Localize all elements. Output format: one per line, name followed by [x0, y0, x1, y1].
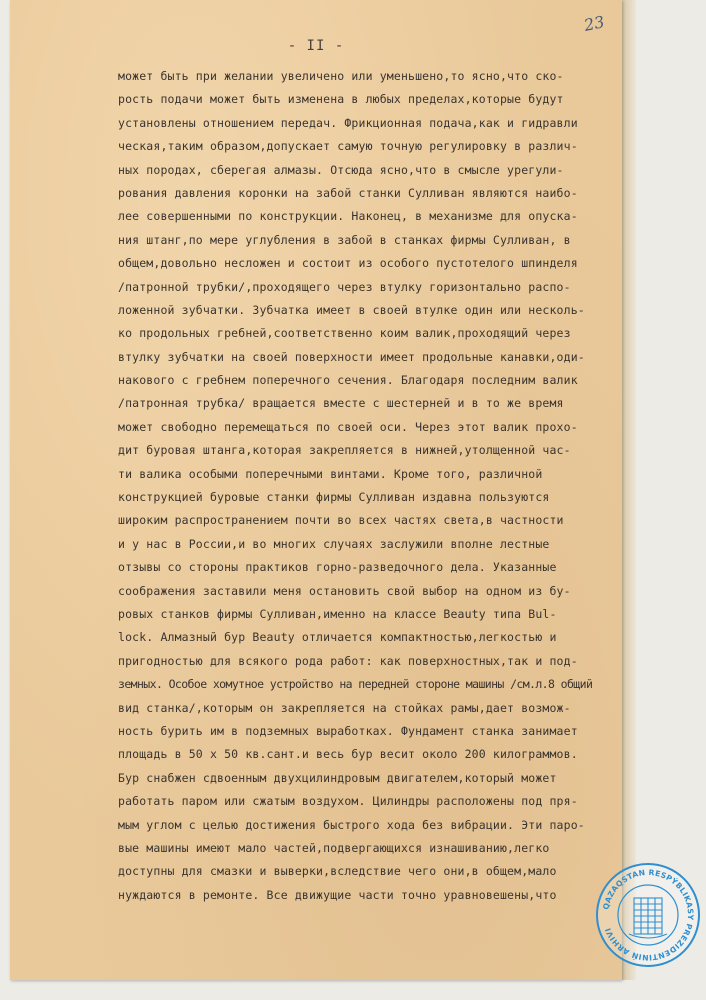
text-line: ти валика особыми поперечными винтами. Кроме того, различной: [118, 466, 543, 481]
handwritten-page-mark: 23: [582, 12, 607, 35]
text-line: пригодностью для всякого рода работ: как поверхностных,так и под-: [118, 653, 578, 668]
text-line: дит буровая штанга,которая закрепляется в нижней,утолщенной час-: [118, 443, 571, 458]
text-line: может свободно перемещаться по своей оси. Через этот валик прохо-: [118, 419, 578, 434]
text-line: рования давления коронки на забой станки Сулливан являются наибо-: [118, 185, 578, 200]
paper-edge: [622, 0, 636, 980]
page-number: - II -: [287, 38, 345, 54]
text-line: /патронной трубки/,проходящего через втулку горизонтально распо-: [118, 279, 571, 294]
text-line: ческая,таким образом,допускает самую точную регулировку в различ-: [118, 139, 578, 154]
text-line: накового с гребнем поперечного сечения. Благодаря последним валик: [118, 373, 578, 388]
text-line: широким распространением почти во всех частях света,в частности: [118, 513, 564, 528]
text-line: площадь в 50 х 50 кв.сант.и весь бур весит около 200 килограммов.: [118, 747, 578, 762]
text-line: работать паром или сжатым воздухом. Цилиндры расположены под пря-: [118, 794, 578, 809]
text-line: мым углом с целью достижения быстрого хода без вибрации. Эти паро-: [118, 817, 585, 832]
text-line: lock. Алмазный бур Beauty отличается компактностью,легкостью и: [118, 630, 557, 645]
text-line: нуждаются в ремонте. Все движущие части точно уравновешены,что: [118, 887, 557, 902]
text-line: Бур снабжен сдвоенным двухцилиндровым двигателем,который может: [118, 770, 557, 785]
text-line: /патронная трубка/ вращается вместе с шестерней и в то же время: [118, 396, 564, 411]
document-page: [10, 0, 622, 980]
text-line: ных породах, сберегая алмазы. Отсюда ясно,что в смысле урегули-: [118, 162, 564, 177]
text-line: ровых станков фирмы Сулливан,именно на классе Beauty типа Bul-: [118, 606, 557, 621]
text-line: ложенной зубчатки. Зубчатка имеет в своей втулке один или несколь-: [118, 302, 585, 317]
text-line: вые машины имеют мало частей,подвергающихся изнашиванию,легко: [118, 840, 550, 855]
text-line: общем,довольно несложен и состоит из особого пустотелого шпинделя: [118, 256, 578, 271]
text-line: доступны для смазки и выверки,вследствие чего они,в общем,мало: [118, 864, 557, 879]
svg-text:QAZAQSTAN RESPÝBLIKASY PREZIDE: QAZAQSTAN RESPÝBLIKASY PREZIDENTINIŃ ARHIVI: [601, 867, 696, 963]
text-line: установлены отношением передач. Фрикционная подача,как и гидравли: [118, 115, 578, 130]
text-line: конструкцией буровые станки фирмы Сулливан издавна пользуются: [118, 490, 550, 505]
text-line: отзывы со стороны практиков горно-разведочного дела. Указанные: [118, 560, 557, 575]
text-line: земных. Особое хомутное устройство на передней стороне машины /см.л.8 общий: [118, 677, 593, 692]
text-line: вид станка/,которым он закрепляется на стойках рамы,дает возмож-: [118, 700, 571, 715]
typewritten-body: [118, 65, 598, 907]
text-line: ко продольных гребней,соответственно коим валик,проходящий через: [118, 326, 571, 341]
text-line: соображения заставили меня остановить свой выбор на одном из бу-: [118, 583, 571, 598]
text-line: рость подачи может быть изменена в любых пределах,которые будут: [118, 92, 564, 107]
archive-stamp-icon: [595, 862, 701, 968]
text-line: может быть при желании увеличено или уменьшено,то ясно,что ско-: [118, 69, 564, 83]
text-line: и у нас в России,и во многих случаях заслужили вполне лестные: [118, 536, 550, 551]
text-line: ния штанг,по мере углубления в забой в станках фирмы Сулливан, в: [118, 232, 571, 247]
text-line: втулку зубчатки на своей поверхности имеет продольные канавки,оди-: [118, 349, 585, 364]
text-line: ность бурить им в подземных выработках. Фундамент станка занимает: [118, 723, 578, 738]
text-line: лее совершенными по конструкции. Наконец, в механизме для опуска-: [118, 209, 578, 224]
